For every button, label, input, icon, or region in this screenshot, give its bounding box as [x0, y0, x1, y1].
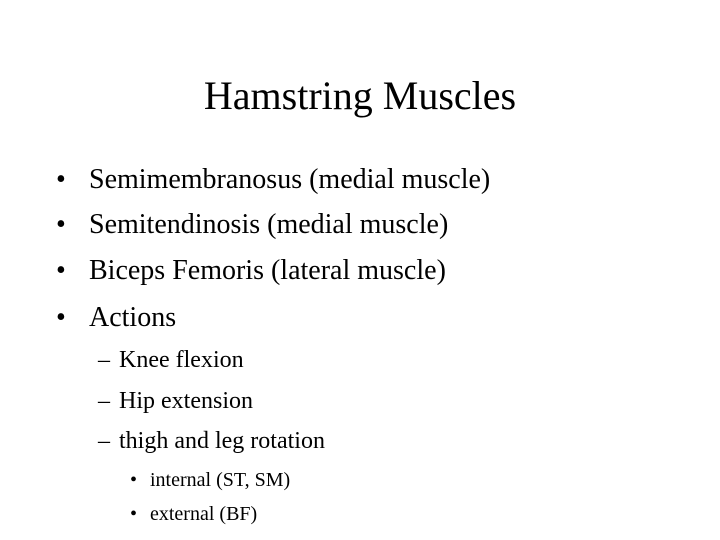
- bullet-text: Biceps Femoris (lateral muscle): [89, 255, 446, 286]
- sub-sub-bullet-text: external (BF): [150, 503, 258, 525]
- bullet-marker: •: [56, 302, 66, 333]
- bullet-text: Semimembranosus (medial muscle): [89, 164, 491, 195]
- bullet-text: Semitendinosis (medial muscle): [89, 209, 449, 240]
- dash-marker: –: [98, 388, 110, 414]
- dash-marker: –: [98, 347, 110, 373]
- sub-bullet-text: thigh and leg rotation: [119, 428, 325, 454]
- sub-sub-bullet-text: internal (ST, SM): [150, 469, 291, 491]
- bullet-marker: •: [130, 503, 138, 525]
- dash-marker: –: [98, 428, 110, 454]
- slide-title: Hamstring Muscles: [203, 73, 517, 118]
- bullet-marker: •: [56, 209, 66, 240]
- bullet-marker: •: [56, 255, 66, 286]
- sub-bullet-text: Knee flexion: [119, 347, 244, 373]
- sub-bullet-text: Hip extension: [119, 388, 253, 414]
- bullet-marker: •: [130, 469, 138, 491]
- bullet-marker: •: [56, 164, 66, 195]
- bullet-text: Actions: [89, 302, 177, 333]
